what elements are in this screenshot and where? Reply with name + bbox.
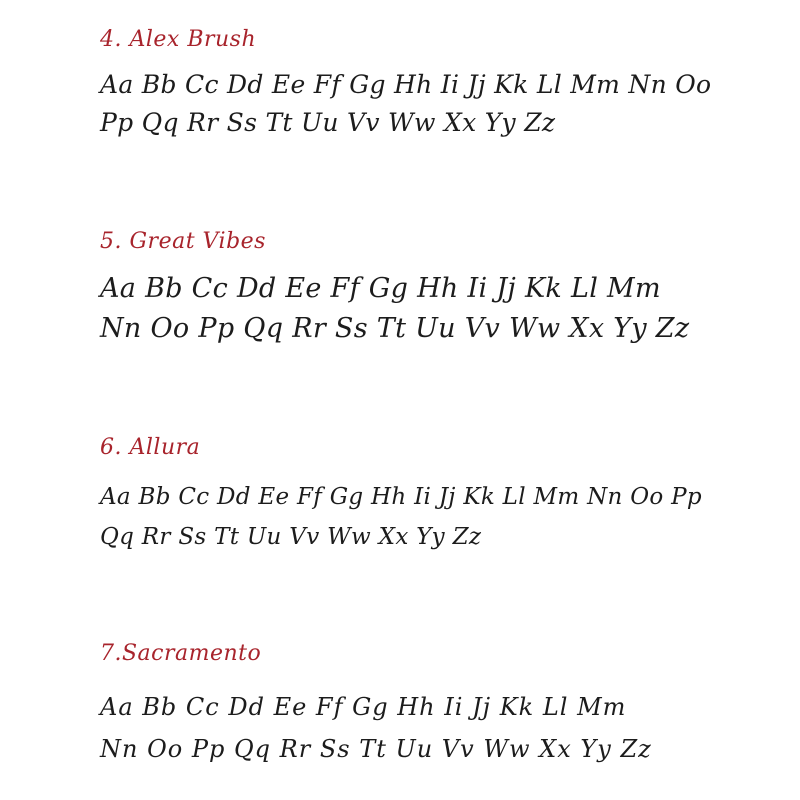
alphabet-line: Nn Oo Pp Qq Rr Ss Tt Uu Vv Ww Xx Yy Zz <box>100 313 690 344</box>
alphabet-line: Aa Bb Cc Dd Ee Ff Gg Hh Ii Jj Kk Ll Mm Nn Oo <box>100 70 712 99</box>
font-title: 4. Alex Brush <box>100 27 257 52</box>
font-sample-allura <box>100 434 760 554</box>
font-title: 7.Sacramento <box>100 641 262 666</box>
alphabet-line: Aa Bb Cc Dd Ee Ff Gg Hh Ii Jj Kk Ll Mm Nn Oo Pp <box>100 484 702 510</box>
alphabet-line: Pp Qq Rr Ss Tt Uu Vv Ww Xx Yy Zz <box>100 108 556 137</box>
font-sample-alex-brush <box>100 26 760 140</box>
alphabet-line: Aa Bb Cc Dd Ee Ff Gg Hh Ii Jj Kk Ll Mm <box>100 273 661 304</box>
alphabet-line: Nn Oo Pp Qq Rr Ss Tt Uu Vv Ww Xx Yy Zz <box>100 735 652 763</box>
font-title: 6. Allura <box>100 435 201 460</box>
font-sample-sacramento <box>100 640 760 766</box>
font-title: 5. Great Vibes <box>100 229 266 254</box>
alphabet-line: Aa Bb Cc Dd Ee Ff Gg Hh Ii Jj Kk Ll Mm <box>100 693 627 721</box>
alphabet-line: Qq Rr Ss Tt Uu Vv Ww Xx Yy Zz <box>100 524 482 550</box>
font-sample-great-vibes <box>100 228 760 346</box>
